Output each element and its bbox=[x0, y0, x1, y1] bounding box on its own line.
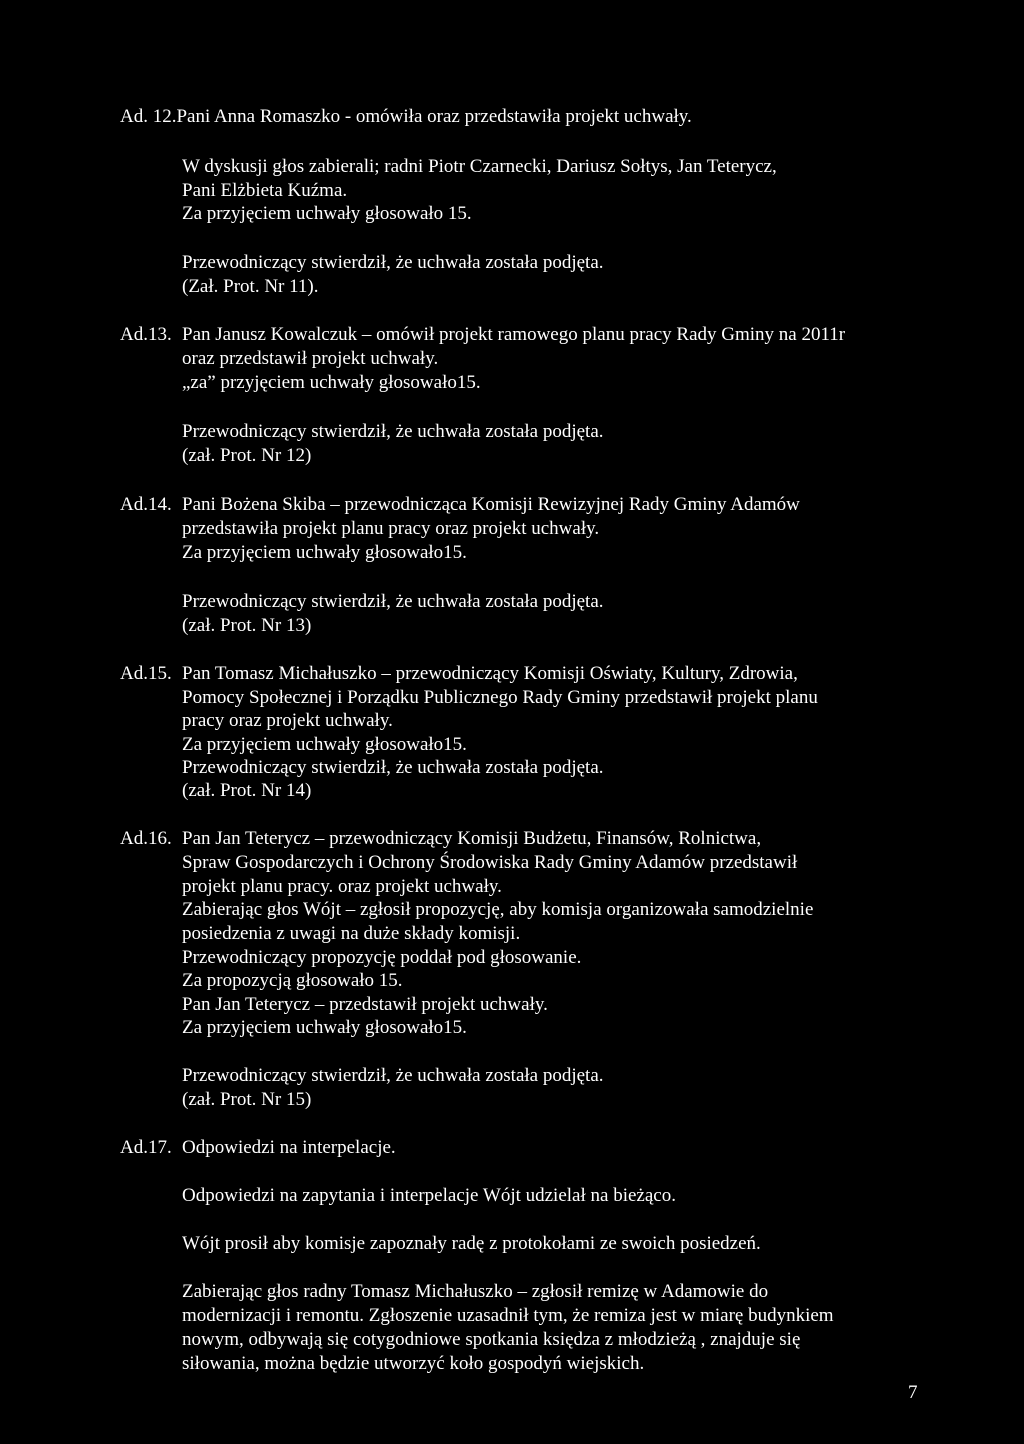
text-line: Przewodniczący stwierdził, że uchwała została podjęta. bbox=[182, 421, 604, 442]
agenda-item-label: Ad.17. bbox=[120, 1137, 172, 1158]
text-line: Zabierając głos radny Tomasz Michałuszko – zgłosił remizę w Adamowie do bbox=[182, 1281, 769, 1302]
text-line: Pomocy Społecznej i Porządku Publicznego Rady Gminy przedstawił projekt planu bbox=[182, 687, 818, 708]
text-line: Pan Jan Teterycz – przewodniczący Komisji Budżetu, Finansów, Rolnictwa, bbox=[182, 828, 762, 849]
text-line: Zabierając głos Wójt – zgłosił propozycję, aby komisja organizowała samodzielnie bbox=[182, 899, 814, 920]
text-line: Pan Tomasz Michałuszko – przewodniczący Komisji Oświaty, Kultury, Zdrowia, bbox=[182, 663, 798, 684]
text-line: oraz przedstawił projekt uchwały. bbox=[182, 348, 439, 369]
text-line: Przewodniczący stwierdził, że uchwała została podjęta. bbox=[182, 252, 604, 273]
text-line: modernizacji i remontu. Zgłoszenie uzasadnił tym, że remiza jest w miarę budynkiem bbox=[182, 1305, 834, 1326]
text-line: Odpowiedzi na zapytania i interpelacje Wójt udzielał na bieżąco. bbox=[182, 1185, 676, 1206]
text-line: (zał. Prot. Nr 14) bbox=[182, 780, 312, 801]
text-line: (zał. Prot. Nr 15) bbox=[182, 1089, 312, 1110]
text-line: Za przyjęciem uchwały głosowało 15. bbox=[182, 203, 472, 224]
text-line: (Zał. Prot. Nr 11). bbox=[182, 276, 319, 297]
text-line: Za przyjęciem uchwały głosowało15. bbox=[182, 734, 467, 755]
text-line: pracy oraz projekt uchwały. bbox=[182, 710, 393, 731]
text-line: siłowania, można będzie utworzyć koło gospodyń wiejskich. bbox=[182, 1353, 645, 1374]
text-line: Przewodniczący stwierdził, że uchwała została podjęta. bbox=[182, 757, 604, 778]
text-line: W dyskusji głos zabierali; radni Piotr Czarnecki, Dariusz Sołtys, Jan Teterycz, bbox=[182, 156, 777, 177]
text-line: „za” przyjęciem uchwały głosowało15. bbox=[182, 372, 481, 393]
agenda-item-label: Ad.14. bbox=[120, 494, 172, 515]
text-line: Za przyjęciem uchwały głosowało15. bbox=[182, 1017, 467, 1038]
agenda-item-label: Ad.15. bbox=[120, 663, 172, 684]
text-line: Za przyjęciem uchwały głosowało15. bbox=[182, 542, 467, 563]
text-line: posiedzenia z uwagi na duże składy komisji. bbox=[182, 923, 521, 944]
text-line: Spraw Gospodarczych i Ochrony Środowiska Rady Gminy Adamów przedstawił bbox=[182, 852, 798, 873]
text-line: Pan Jan Teterycz – przedstawił projekt uchwały. bbox=[182, 994, 548, 1015]
text-line: Przewodniczący stwierdził, że uchwała została podjęta. bbox=[182, 591, 604, 612]
text-line: Pan Janusz Kowalczuk – omówił projekt ramowego planu pracy Rady Gminy na 2011r bbox=[182, 324, 846, 345]
text-line: Odpowiedzi na interpelacje. bbox=[182, 1137, 396, 1158]
text-line: nowym, odbywają się cotygodniowe spotkania księdza z młodzieżą , znajduje się bbox=[182, 1329, 801, 1350]
text-line: (zał. Prot. Nr 12) bbox=[182, 445, 312, 466]
agenda-item-label: Ad.13. bbox=[120, 324, 172, 345]
text-line: Ad. 12.Pani Anna Romaszko - omówiła oraz przedstawiła projekt uchwały. bbox=[120, 106, 692, 127]
text-line: projekt planu pracy. oraz projekt uchwały. bbox=[182, 876, 502, 897]
text-line: Pani Bożena Skiba – przewodnicząca Komisji Rewizyjnej Rady Gminy Adamów bbox=[182, 494, 800, 515]
text-line: Przewodniczący stwierdził, że uchwała została podjęta. bbox=[182, 1065, 604, 1086]
agenda-item-label: Ad.16. bbox=[120, 828, 172, 849]
text-line: przedstawiła projekt planu pracy oraz projekt uchwały. bbox=[182, 518, 600, 539]
text-line: Pani Elżbieta Kuźma. bbox=[182, 180, 348, 201]
text-line: Przewodniczący propozycję poddał pod głosowanie. bbox=[182, 947, 582, 968]
text-line: Wójt prosił aby komisje zapoznały radę z protokołami ze swoich posiedzeń. bbox=[182, 1233, 761, 1254]
page-number: 7 bbox=[908, 1382, 918, 1403]
text-line: Za propozycją głosowało 15. bbox=[182, 970, 403, 991]
text-line: (zał. Prot. Nr 13) bbox=[182, 615, 312, 636]
